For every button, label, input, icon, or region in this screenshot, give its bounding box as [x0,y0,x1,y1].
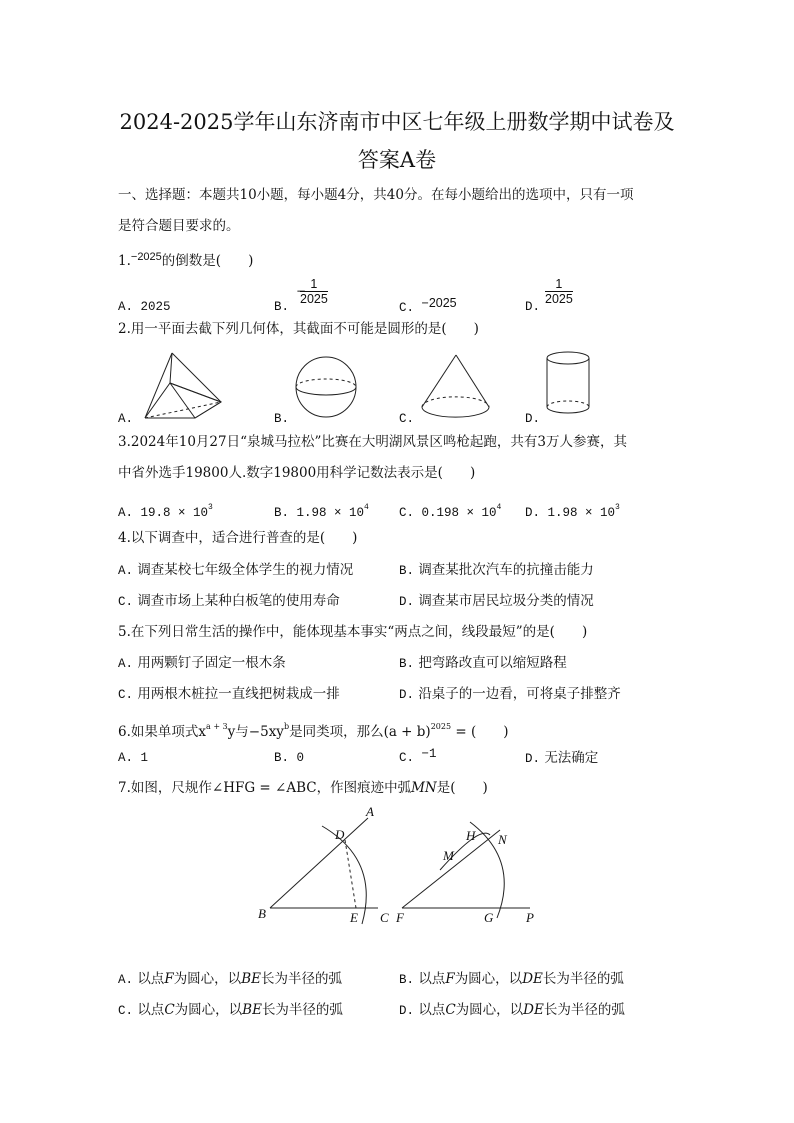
q7-option-c[interactable]: C. 以点C为圆心，以BE长为半径的弧 [118,1002,343,1018]
q3-option-a[interactable]: A. $19.8 \times 10^3$ [118,503,213,520]
q1-option-c[interactable]: C. −2025 [399,296,457,315]
label-A: A [366,804,374,819]
question-6: 6.如果单项式$x^{a + 3}y$与$-5xy^b$是同类项，那么$(a + b)^{2025}$ = ( ) [118,722,509,740]
label-D: D [335,827,345,842]
q2-option-b[interactable]: B. [274,412,290,426]
q7-option-d[interactable]: D. 以点C为圆心，以DE长为半径的弧 [399,1002,625,1018]
question-5: 5.在下列日常生活的操作中，能体现基本事实“两点之间，线段最短”的是( ) [118,624,588,640]
q5-option-a[interactable]: A. 用两颗钉子固定一根木条 [118,655,286,671]
q7-option-b[interactable]: B. 以点F为圆心，以DE长为半径的弧 [399,971,624,987]
q4-option-d[interactable]: D. 调查某市居民垃圾分类的情况 [399,593,594,609]
q1-option-b-label[interactable]: B. [274,300,290,314]
q1-option-b-fraction: $\frac{1}{2025}$ [300,277,328,306]
label-M: M [443,848,454,863]
q6-option-a[interactable]: A. 1 [118,751,149,765]
label-E: E [350,910,358,925]
label-N: N [498,832,507,847]
section-heading-cont: 是符合题目要求的。 [118,218,240,234]
q6-option-b[interactable]: B. 0 [274,751,305,765]
label-F: F [396,910,404,925]
q7-option-a[interactable]: A. 以点F为圆心，以BE长为半径的弧 [118,971,342,987]
q5-option-b[interactable]: B. 把弯路改直可以缩短路程 [399,655,567,671]
sphere-icon [296,357,356,417]
q2-option-a[interactable]: A. [118,412,134,426]
q2-option-d[interactable]: D. [525,412,541,426]
question-3: 3.2024年10月27日“泉城马拉松”比赛在大明湖风景区鸣枪起跑，共有3万人参赛，其 [118,434,627,450]
construction-figure [0,800,794,930]
doc-title-line2: 答案A卷 [357,148,437,172]
label-P: P [526,910,534,925]
q3-option-b[interactable]: B. $1.98 \times 10^4$ [274,503,369,520]
q4-option-c[interactable]: C. 调查市场上某种白板笔的使用寿命 [118,593,340,609]
q1-option-b-sign: − [296,284,307,298]
q4-option-a[interactable]: A. 调查某校七年级全体学生的视力情况 [118,562,354,578]
label-H: H [466,828,476,843]
doc-title-line1: 2024-2025学年山东济南市中区七年级上册数学期中试卷及 [119,110,675,134]
q1-option-d-fraction: $\frac{1}{2025}$ [545,277,573,306]
q6-option-c[interactable]: C. −1 [399,747,437,765]
question-7: 7.如图，尺规作∠HFG = ∠ABC，作图痕迹中弧MN是( ) [118,780,488,796]
q1-option-a[interactable]: A. 2025 [118,300,171,314]
q1-option-d-label[interactable]: D. [525,300,541,314]
triangular-prism-icon [145,353,221,418]
cylinder-icon [547,352,589,413]
label-B: B [258,906,266,921]
q4-option-b[interactable]: B. 调查某批次汽车的抗撞击能力 [399,562,594,578]
q3-option-d[interactable]: D. $1.98 \times 10^3$ [525,503,620,520]
label-G: G [484,910,494,925]
label-C: C [380,910,389,925]
question-1: 1.$^{-2025}$的倒数是( ) [118,251,254,269]
question-2: 2.用一平面去截下列几何体，其截面不可能是圆形的是( ) [118,321,479,337]
q3-option-c[interactable]: C. $0.198 \times 10^4$ [399,503,502,520]
cone-icon [422,355,489,417]
section-heading: 一、选择题：本题共10小题，每小题4分，共40分。在每小题给出的选项中，只有一项 [118,187,634,203]
q5-option-d[interactable]: D. 沿桌子的一边看，可将桌子排整齐 [399,686,621,702]
q6-option-d[interactable]: D. 无法确定 [525,750,599,766]
question-4: 4.以下调查中，适合进行普查的是( ) [118,530,358,546]
question-3-cont: 中省外选手19800人.数字19800用科学记数法表示是( ) [118,465,476,481]
q5-option-c[interactable]: C. 用两根木桩拉一直线把树栽成一排 [118,686,340,702]
q2-option-c[interactable]: C. [399,412,415,426]
